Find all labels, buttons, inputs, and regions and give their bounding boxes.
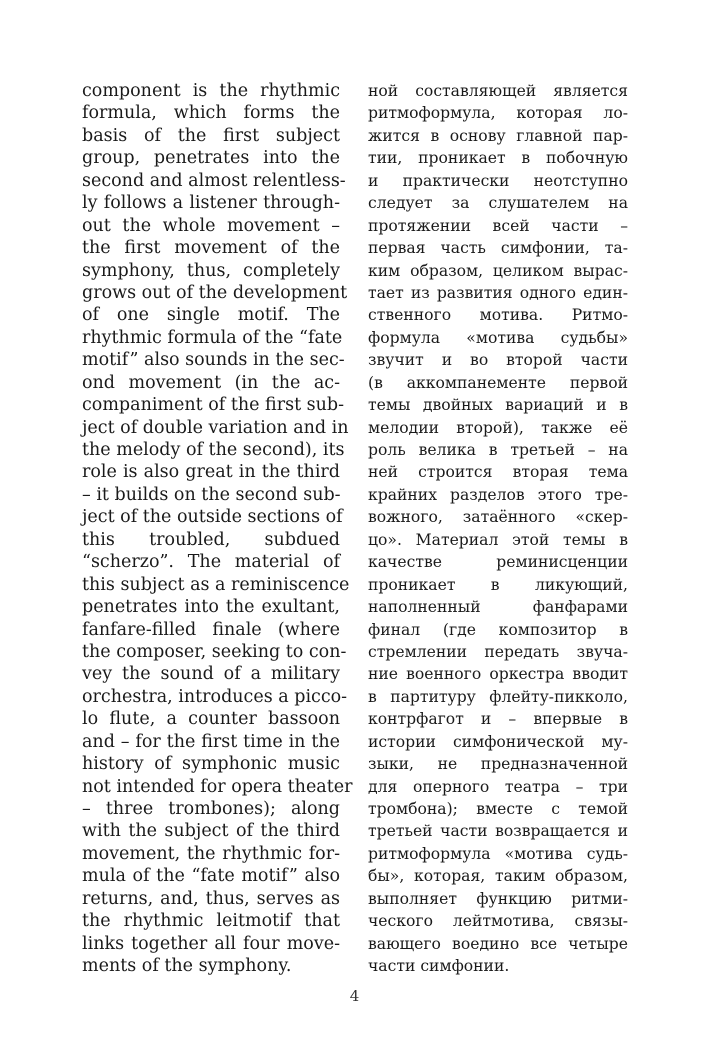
text-line: жится в основу главной пар- xyxy=(368,126,628,145)
russian-text-column xyxy=(368,80,628,978)
text-line: ments of the symphony. xyxy=(82,956,292,977)
text-line: для оперного театра – три xyxy=(368,777,628,796)
text-line: movement, the rhythmic for- xyxy=(82,843,340,864)
text-line: тии, проникает в побочную xyxy=(368,149,628,168)
text-line: second and almost relentless- xyxy=(82,170,346,191)
text-line: темы двойных вариаций и в xyxy=(368,396,628,415)
text-line: ней строится вторая тема xyxy=(368,463,628,482)
text-line: ной составляющей является xyxy=(368,82,628,100)
text-line: вающего воедино все четыре xyxy=(368,934,628,953)
text-line: out the whole movement – xyxy=(82,215,340,236)
text-line: третьей части возвращается и xyxy=(368,822,628,841)
text-line: “scherzo”. The material of xyxy=(82,552,340,573)
text-line: первая часть симфонии, та- xyxy=(368,239,628,258)
text-line: ние военного оркестра вводит xyxy=(368,665,628,684)
text-line: this troubled, subdued xyxy=(82,529,340,550)
text-line: ond movement (in the ac- xyxy=(82,372,340,393)
text-line: group, penetrates into the xyxy=(82,148,340,169)
text-line: basis of the first subject xyxy=(82,125,340,146)
text-line: части симфонии. xyxy=(368,957,510,976)
text-line: motif” also sounds in the sec- xyxy=(82,350,345,371)
text-line: the melody of the second), its xyxy=(82,440,345,460)
text-line: формула «мотива судьбы» xyxy=(368,328,628,347)
text-line: крайних разделов этого тре- xyxy=(368,485,628,504)
text-line: vey the sound of a military xyxy=(82,664,340,685)
text-line: not intended for opera theater xyxy=(82,776,353,797)
text-line: тает из развития одного един- xyxy=(368,283,628,302)
text-line: and – for the first time in the xyxy=(82,731,340,752)
text-line: this subject as a reminiscence xyxy=(82,574,350,595)
text-line: (в аккомпанементе первой xyxy=(368,373,628,392)
text-line: links together all four move- xyxy=(82,933,340,954)
text-line: выполняет функцию ритми- xyxy=(368,889,628,908)
text-line: with the subject of the third xyxy=(82,821,340,842)
text-line: мелодии второй), также её xyxy=(368,418,628,437)
text-line: component is the rhythmic xyxy=(82,81,340,101)
text-line: наполненный фанфарами xyxy=(368,598,628,617)
text-line: ритмоформула, которая ло- xyxy=(368,104,628,123)
text-line: the composer, seeking to con- xyxy=(82,641,347,662)
text-line: финал (где композитор в xyxy=(368,620,628,639)
text-line: – it builds on the second sub- xyxy=(82,484,341,505)
text-line: вожного, затаённого «скер- xyxy=(368,508,628,527)
text-line: проникает в ликующий, xyxy=(368,575,628,594)
text-line: ственного мотива. Ритмо- xyxy=(368,306,628,325)
text-line: стремлении передать звуча- xyxy=(368,642,628,661)
page-number: 4 xyxy=(349,987,360,1005)
text-line: качестве реминисценции xyxy=(368,553,628,572)
text-line: тромбона); вместе с темой xyxy=(368,800,628,818)
text-line: следует за слушателем на xyxy=(368,194,628,213)
text-line: зыки, не предназначенной xyxy=(368,755,628,774)
text-line: role is also great in the third xyxy=(82,462,340,483)
text-line: orchestra, introduces a picco- xyxy=(82,686,348,707)
text-line: returns, and, thus, serves as xyxy=(82,888,340,909)
text-line: ject of double variation and in xyxy=(82,417,349,438)
text-line: бы», которая, таким образом, xyxy=(368,867,628,886)
text-line: companiment of the first sub- xyxy=(82,395,345,416)
text-line: и практически неотступно xyxy=(368,171,628,190)
text-line: lo flute, a counter bassoon xyxy=(82,709,340,730)
text-line: ly follows a listener through- xyxy=(82,193,340,214)
text-line: ким образом, целиком вырас- xyxy=(368,261,628,280)
text-line: the first movement of the xyxy=(82,238,340,259)
text-line: symphony, thus, completely xyxy=(82,260,340,281)
text-line: formula, which forms the xyxy=(82,103,340,124)
text-line: history of symphonic music xyxy=(82,754,340,775)
text-line: of one single motif. The xyxy=(82,305,340,326)
text-line: fanfare-filled finale (where xyxy=(82,619,340,640)
text-line: звучит и во второй части xyxy=(368,351,628,370)
english-text-column xyxy=(82,80,353,978)
text-line: ject of the outside sections of xyxy=(82,507,343,528)
text-line: the rhythmic leitmotif that xyxy=(82,911,340,932)
text-line: mula of the “fate motif” also xyxy=(82,866,340,887)
text-line: истории симфонической му- xyxy=(368,732,628,751)
text-line: ческого лейтмотива, связы- xyxy=(368,912,628,931)
text-line: контрфагот и – впервые в xyxy=(368,710,628,729)
text-line: rhythmic formula of the “fate xyxy=(82,327,343,348)
text-line: penetrates into the exultant, xyxy=(82,597,340,618)
text-line: ритмоформула «мотива судь- xyxy=(368,844,628,863)
text-line: в партитуру флейту-пикколо, xyxy=(368,687,628,706)
text-line: цо». Материал этой темы в xyxy=(368,530,628,549)
text-line: grows out of the development xyxy=(82,282,348,303)
text-line: – three trombones); along xyxy=(82,799,340,819)
text-line: протяжении всей части – xyxy=(368,216,628,235)
text-line: роль велика в третьей – на xyxy=(368,441,628,459)
